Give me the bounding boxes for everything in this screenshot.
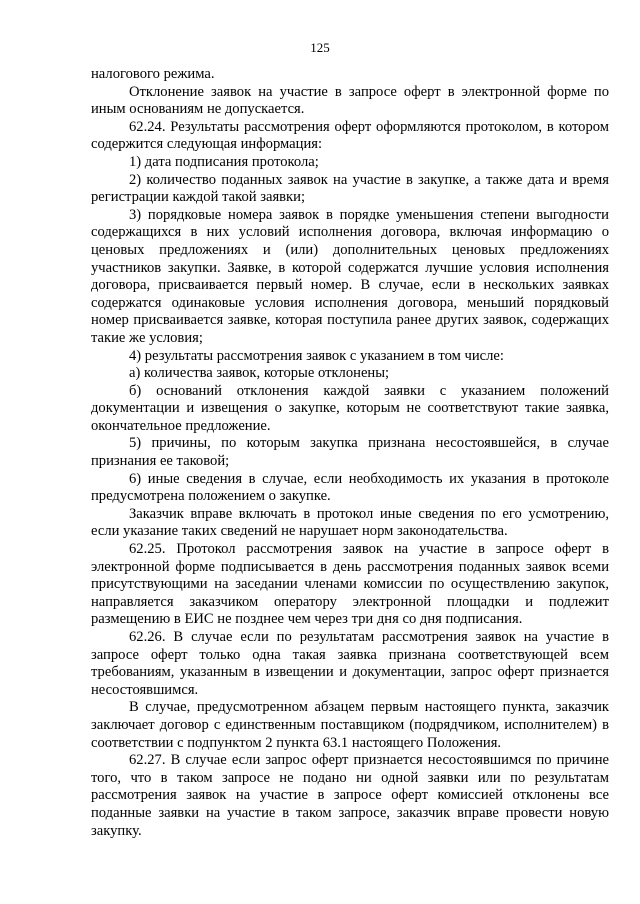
list-item-3: 3) порядковые номера заявок в порядке уменьшения степени выгодности содержащихся в них условий исполнения договора, включая информацию о ценовых предложениях и (или) дополнительных ценовых предложениях участников закупки. Заявке, в которой содержатся лучшие условия исполнения договора, присваивается первый номер. В случае, если в нескольких заявках содержатся одинаковые условия исполнения договора, меньший порядковый номер присваивается заявке, которая поступила ранее других заявок, содержащих такие же условия;	[91, 206, 609, 346]
list-item-5: 5) причины, по которым закупка признана несостоявшейся, в случае признания ее таковой;	[91, 435, 609, 470]
list-subitem-a: а) количества заявок, которые отклонены;	[129, 365, 390, 382]
paragraph-tax-regime: налогового режима.	[91, 66, 215, 82]
paragraph-62-27: 62.27. В случае если запрос оферт признается несостоявшимся по причине того, что в таком запросе не подано ни одной заявки или по результатам рассмотрения заявок на участие в запросе оферт комиссией отклонены все поданные заявки на участие в таком запросе, заказчик вправе провести новую закупку.	[91, 752, 609, 839]
list-subitem-b: б) оснований отклонения каждой заявки с указанием положений документации и извещения о закупке, которым не соответствуют такие заявка, окончательное предложение.	[91, 382, 609, 434]
list-item-6: 6) иные сведения в случае, если необходимость их указания в протоколе предусмотрена положением о закупке.	[91, 470, 609, 505]
paragraph-rejection-other-grounds: Отклонение заявок на участие в запросе оферт в электронной форме по иным основаниям не допускается.	[91, 83, 609, 118]
list-item-1: 1) дата подписания протокола;	[129, 153, 319, 170]
paragraph-62-26: 62.26. В случае если по результатам рассмотрения заявок на участие в запросе оферт только одна такая заявка признана соответствующей всем требованиям, указанным в извещении и документации, запрос оферт признается несостоявшимся.	[91, 629, 609, 698]
list-item-4: 4) результаты рассмотрения заявок с указанием в том числе:	[129, 347, 504, 364]
page-number: 125	[310, 40, 330, 55]
paragraph-62-25: 62.25. Протокол рассмотрения заявок на участие в запросе оферт в электронной форме подписывается в день рассмотрения поданных заявок всеми присутствующими на заседании членами комиссии по осуществлению закупок, направляется заказчиком оператору электронной площадки и подлежит размещению в ЕИС не позднее чем через три дня со дня подписания.	[91, 541, 609, 628]
list-item-2: 2) количество поданных заявок на участие в закупке, а также дата и время регистрации каждой такой заявки;	[91, 171, 609, 206]
paragraph-single-supplier: В случае, предусмотренном абзацем первым настоящего пункта, заказчик заключает договор с единственным поставщиком (подрядчиком, исполнителем) в соответствии с подпунктом 2 пункта 63.1 настоящего Положения.	[91, 699, 609, 751]
paragraph-customer-right: Заказчик вправе включать в протокол иные сведения по его усмотрению, если указание таких сведений не нарушает норм законодательства.	[91, 505, 609, 540]
paragraph-62-24: 62.24. Результаты рассмотрения оферт оформляются протоколом, в котором содержится следующая информация:	[91, 118, 609, 153]
document-body	[91, 66, 609, 840]
